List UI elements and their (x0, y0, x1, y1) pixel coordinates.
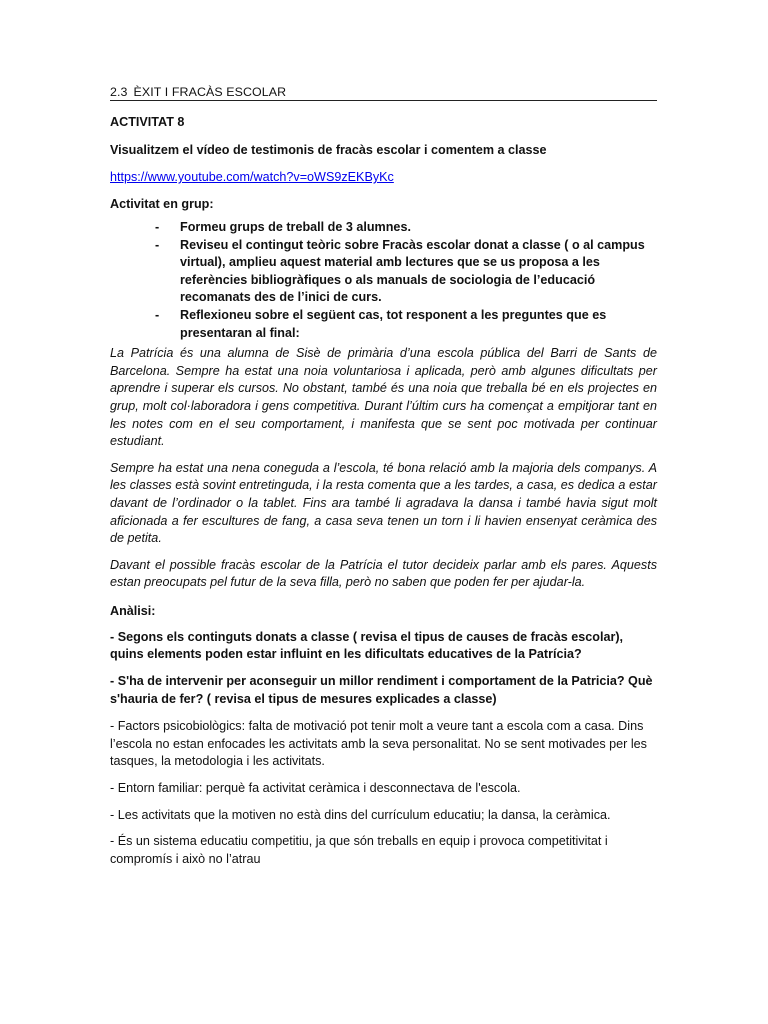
analysis-question: - Segons els continguts donats a classe ( revisa el tipus de causes de fracàs escolar), quins elements poden estar influint en les dificultats educatives de la Patrícia? (110, 629, 624, 662)
analysis-answer: - Entorn familiar: perquè fa activitat ceràmica i desconnectava de l'escola. (110, 781, 521, 796)
activity-title: ACTIVITAT 8 (110, 115, 185, 129)
analysis-answer: - És un sistema educatiu competitiu, ja que són treballs en equip i provoca competitivitat i compromís i això no l’atrau (110, 834, 608, 866)
task-item (110, 219, 657, 237)
task-item (110, 307, 657, 342)
section-number: 2.3 (110, 85, 128, 99)
task-list (110, 219, 657, 342)
list-dash: - (155, 220, 160, 234)
video-link[interactable]: https://www.youtube.com/watch?v=oWS9zEKByKc (110, 170, 394, 184)
case-paragraph: Davant el possible fracàs escolar de la Patrícia el tutor decideix parlar amb els pares. Aquests estan preocupats pel futur de la seva filla, però no saben que poden fer per ajudar-la. (110, 557, 657, 590)
case-paragraph: Sempre ha estat una nena coneguda a l’escola, té bona relació amb la majoria dels companys. A les classes està sovint entretinguda, i la resta comenta que a les tardes, a casa, es dedica a estar davant de l’ordinador o la tablet. Fins ara també li agradava la dansa i també havia sigut molt aficionada a fer escultures de fang, a casa seva tenen un torn i li havien ensenyat ceràmica des de petita. (110, 460, 657, 546)
task-item (110, 237, 657, 307)
analysis-answer: - Factors psicobiològics: falta de motivació pot tenir molt a veure tant a escola com a casa. Dins l’escola no estan enfocades les activitats amb la seva personalitat. No se sent motivades per les tasques, la metodologia i les activitats. (110, 719, 647, 769)
section-title: ÈXIT I FRACÀS ESCOLAR (133, 85, 287, 99)
group-activity-heading: Activitat en grup: (110, 197, 214, 211)
task-text: Reviseu el contingut teòric sobre Fracàs escolar donat a classe ( o al campus virtual), amplieu aquest material amb lectures que se us proposa a les referències bibliogràfiques o als manuals de sociologia de l’educació recomanats des de l’inici de curs. (180, 237, 645, 305)
activity-subtitle: Visualitzem el vídeo de testimonis de fracàs escolar i comentem a classe (110, 143, 547, 157)
list-dash: - (155, 307, 160, 322)
document-page (110, 85, 657, 868)
case-paragraph: La Patrícia és una alumna de Sisè de primària d’una escola pública del Barri de Sants de Barcelona. Sempre ha estat una noia voluntariosa i aplicada, però amb algunes dificultats per aprendre i superar els cursos. No obstant, també és una noia que treballa bé en els projectes en grup, molt col·laboradora i gens competitiva. Durant l’últim curs ha començat a empitjorar tant en les notes com en el seu comportament, i manifesta que se sent poc motivada per continuar estudiant. (110, 346, 657, 449)
analysis-heading: Anàlisi: (110, 603, 156, 618)
task-text: Reflexioneu sobre el següent cas, tot responent a les preguntes que es presentaran al final: (180, 307, 607, 340)
list-dash: - (155, 237, 160, 252)
analysis-question: - S'ha de intervenir per aconseguir un millor rendiment i comportament de la Patricia? Què s'hauria de fer? ( revisa el tipus de mesures explicades a classe) (110, 674, 653, 706)
section-header (110, 85, 657, 101)
analysis-answer: - Les activitats que la motiven no està dins del currículum educatiu; la dansa, la ceràmica. (110, 807, 611, 822)
task-text: Formeu grups de treball de 3 alumnes. (180, 220, 411, 234)
case-study (110, 345, 657, 592)
